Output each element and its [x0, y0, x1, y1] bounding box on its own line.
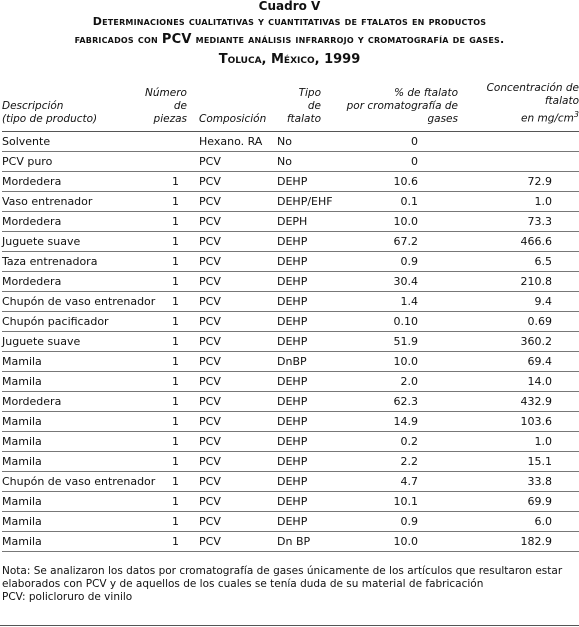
cell-concentracion: 182.9 — [458, 531, 579, 551]
cell-porcentaje: 2.2 — [327, 451, 458, 471]
header-composicion: Composición — [195, 80, 271, 131]
cell-porcentaje: 0 — [327, 151, 458, 171]
cell-porcentaje: 4.7 — [327, 471, 458, 491]
table-title-line-2 — [0, 31, 579, 49]
cell-composicion: PCV — [195, 251, 271, 271]
header-porcentaje: % de ftalato por cromatografía de gases — [327, 80, 458, 131]
cell-concentracion — [458, 151, 579, 171]
cell-tipo-ftalato: DEHP — [271, 231, 327, 251]
cell-numero-piezas: 1 — [143, 251, 195, 271]
cell-concentracion: 103.6 — [458, 411, 579, 431]
cell-tipo-ftalato: DEHP — [271, 511, 327, 531]
cell-concentracion: 14.0 — [458, 371, 579, 391]
cell-concentracion: 15.1 — [458, 451, 579, 471]
cell-descripcion: Chupón pacificador — [2, 311, 143, 331]
cell-descripcion: Mamila — [2, 531, 143, 551]
cell-tipo-ftalato: DEHP — [271, 311, 327, 331]
cell-porcentaje: 14.9 — [327, 411, 458, 431]
cell-descripcion: Vaso entrenador — [2, 191, 143, 211]
cell-porcentaje: 10.0 — [327, 211, 458, 231]
table-row — [2, 151, 579, 171]
cell-porcentaje: 62.3 — [327, 391, 458, 411]
cell-descripcion: PCV puro — [2, 151, 143, 171]
cell-composicion: PCV — [195, 151, 271, 171]
cell-numero-piezas: 1 — [143, 351, 195, 371]
cell-tipo-ftalato: No — [271, 151, 327, 171]
title-line-2-prefix: fabricados con — [74, 33, 162, 46]
cell-numero-piezas: 1 — [143, 331, 195, 351]
cell-composicion: PCV — [195, 491, 271, 511]
cell-composicion: PCV — [195, 451, 271, 471]
cell-composicion: PCV — [195, 471, 271, 491]
cell-porcentaje: 10.0 — [327, 531, 458, 551]
cell-descripcion: Chupón de vaso entrenador — [2, 471, 143, 491]
cell-porcentaje: 0 — [327, 131, 458, 151]
cell-descripcion: Mamila — [2, 491, 143, 511]
header-numero-piezas: Número de piezas — [143, 80, 195, 131]
cell-numero-piezas: 1 — [143, 531, 195, 551]
bottom-rule — [0, 625, 579, 626]
cell-descripcion: Mamila — [2, 351, 143, 371]
table-row — [2, 171, 579, 191]
cell-tipo-ftalato: DEHP — [271, 391, 327, 411]
cell-composicion: PCV — [195, 271, 271, 291]
cell-concentracion: 210.8 — [458, 271, 579, 291]
cell-porcentaje: 10.6 — [327, 171, 458, 191]
cell-concentracion: 9.4 — [458, 291, 579, 311]
cell-composicion: PCV — [195, 171, 271, 191]
cell-tipo-ftalato: DEHP — [271, 411, 327, 431]
cell-composicion: PCV — [195, 291, 271, 311]
cell-concentracion: 6.0 — [458, 511, 579, 531]
cell-concentracion: 466.6 — [458, 231, 579, 251]
cell-composicion: PCV — [195, 531, 271, 551]
cell-descripcion: Mamila — [2, 371, 143, 391]
cell-tipo-ftalato: DEPH — [271, 211, 327, 231]
cell-tipo-ftalato: DEHP — [271, 171, 327, 191]
cell-concentracion: 73.3 — [458, 211, 579, 231]
cell-porcentaje: 51.9 — [327, 331, 458, 351]
cell-tipo-ftalato: DnBP — [271, 351, 327, 371]
table-caption — [0, 0, 579, 71]
cell-descripcion: Chupón de vaso entrenador — [2, 291, 143, 311]
note-pcv-definition: PCV: policloruro de vinilo — [2, 591, 133, 603]
table-row — [2, 391, 579, 411]
cell-descripcion: Mordedera — [2, 391, 143, 411]
table-row — [2, 331, 579, 351]
cell-composicion: PCV — [195, 231, 271, 251]
cell-numero-piezas: 1 — [143, 291, 195, 311]
cell-concentracion: 0.69 — [458, 311, 579, 331]
cell-numero-piezas: 1 — [143, 431, 195, 451]
cell-descripcion: Mamila — [2, 411, 143, 431]
cell-tipo-ftalato: DEHP — [271, 491, 327, 511]
cell-tipo-ftalato: DEHP — [271, 251, 327, 271]
table-place-date: Toluca, México, 1999 — [218, 52, 361, 67]
table-header-row — [2, 80, 579, 131]
cell-tipo-ftalato: DEHP — [271, 271, 327, 291]
cell-porcentaje: 0.10 — [327, 311, 458, 331]
cell-numero-piezas: 1 — [143, 271, 195, 291]
note-line-1: Nota: Se analizaron los datos por cromatografía de gases únicamente de los artículos que resultaron estar — [2, 565, 563, 577]
cell-concentracion — [458, 131, 579, 151]
cell-numero-piezas: 1 — [143, 191, 195, 211]
cell-numero-piezas: 1 — [143, 231, 195, 251]
cell-composicion: PCV — [195, 411, 271, 431]
cell-descripcion: Juguete suave — [2, 231, 143, 251]
table-row — [2, 211, 579, 231]
cell-porcentaje: 1.4 — [327, 291, 458, 311]
cell-composicion: PCV — [195, 371, 271, 391]
cuadro-label: Cuadro V — [258, 0, 321, 13]
cell-numero-piezas: 1 — [143, 311, 195, 331]
note-line-2: elaborados con PCV y de aquellos de los cuales se tenía duda de su material de fabricación — [2, 578, 484, 590]
table-row — [2, 431, 579, 451]
cell-concentracion: 6.5 — [458, 251, 579, 271]
cell-tipo-ftalato: Dn BP — [271, 531, 327, 551]
cell-numero-piezas: 1 — [143, 411, 195, 431]
cell-tipo-ftalato: DEHP — [271, 331, 327, 351]
cell-tipo-ftalato: DEHP — [271, 291, 327, 311]
cell-descripcion: Mamila — [2, 451, 143, 471]
header-tipo-ftalato: Tipo de ftalato — [271, 80, 327, 131]
cell-descripcion: Mamila — [2, 511, 143, 531]
table-title-line-1: Determinaciones cualitativas y cuantitativas de ftalatos en productos — [92, 15, 487, 28]
cell-concentracion: 72.9 — [458, 171, 579, 191]
ftalatos-table — [2, 80, 579, 552]
cell-composicion: PCV — [195, 191, 271, 211]
cell-tipo-ftalato: DEHP/EHF — [271, 191, 327, 211]
cell-numero-piezas: 1 — [143, 511, 195, 531]
cell-concentracion: 33.8 — [458, 471, 579, 491]
table-row — [2, 291, 579, 311]
cell-descripcion: Mordedera — [2, 171, 143, 191]
cell-numero-piezas: 1 — [143, 491, 195, 511]
cell-tipo-ftalato: DEHP — [271, 431, 327, 451]
cell-composicion: PCV — [195, 211, 271, 231]
table-row — [2, 531, 579, 551]
table-row — [2, 451, 579, 471]
table-row — [2, 131, 579, 151]
cell-composicion: Hexano. RA — [195, 131, 271, 151]
cell-descripcion: Mamila — [2, 431, 143, 451]
cell-porcentaje: 30.4 — [327, 271, 458, 291]
table-row — [2, 471, 579, 491]
cell-porcentaje: 0.9 — [327, 251, 458, 271]
cell-numero-piezas: 1 — [143, 471, 195, 491]
table-row — [2, 251, 579, 271]
title-line-2-suffix: mediante análisis infrarrojo y cromatografía de gases. — [191, 33, 505, 46]
table-row — [2, 511, 579, 531]
cell-descripcion: Solvente — [2, 131, 143, 151]
cell-descripcion: Juguete suave — [2, 331, 143, 351]
cell-numero-piezas: 1 — [143, 391, 195, 411]
cell-tipo-ftalato: DEHP — [271, 371, 327, 391]
cell-descripcion: Taza entrenadora — [2, 251, 143, 271]
cell-tipo-ftalato: No — [271, 131, 327, 151]
cell-descripcion: Mordedera — [2, 211, 143, 231]
table-row — [2, 311, 579, 331]
cell-tipo-ftalato: DEHP — [271, 471, 327, 491]
cell-composicion: PCV — [195, 511, 271, 531]
cell-concentracion: 432.9 — [458, 391, 579, 411]
cell-numero-piezas — [143, 151, 195, 171]
cell-numero-piezas: 1 — [143, 211, 195, 231]
cell-porcentaje: 0.2 — [327, 431, 458, 451]
table-row — [2, 191, 579, 211]
title-pcv: PCV — [161, 32, 192, 47]
cell-numero-piezas: 1 — [143, 451, 195, 471]
table-body — [2, 131, 579, 551]
table-notes — [2, 565, 562, 604]
table-row — [2, 271, 579, 291]
table-row — [2, 231, 579, 251]
cell-concentracion: 1.0 — [458, 191, 579, 211]
cell-concentracion: 69.4 — [458, 351, 579, 371]
table-row — [2, 351, 579, 371]
table-row — [2, 411, 579, 431]
cell-porcentaje: 0.9 — [327, 511, 458, 531]
header-concentracion: Concentración de ftalato en $mg/cm^3$ — [458, 80, 579, 131]
cell-porcentaje: 10.1 — [327, 491, 458, 511]
cell-porcentaje: 2.0 — [327, 371, 458, 391]
cell-composicion: PCV — [195, 391, 271, 411]
cell-descripcion: Mordedera — [2, 271, 143, 291]
cell-porcentaje: 67.2 — [327, 231, 458, 251]
cell-tipo-ftalato: DEHP — [271, 451, 327, 471]
cell-composicion: PCV — [195, 311, 271, 331]
cell-composicion: PCV — [195, 331, 271, 351]
table-row — [2, 371, 579, 391]
cell-composicion: PCV — [195, 431, 271, 451]
cell-composicion: PCV — [195, 351, 271, 371]
cell-numero-piezas — [143, 131, 195, 151]
cell-numero-piezas: 1 — [143, 171, 195, 191]
cell-numero-piezas: 1 — [143, 371, 195, 391]
cell-concentracion: 360.2 — [458, 331, 579, 351]
cell-concentracion: 1.0 — [458, 431, 579, 451]
cell-porcentaje: 10.0 — [327, 351, 458, 371]
table-row — [2, 491, 579, 511]
cell-porcentaje: 0.1 — [327, 191, 458, 211]
header-descripcion: Descripción (tipo de producto) — [2, 80, 143, 131]
cell-concentracion: 69.9 — [458, 491, 579, 511]
